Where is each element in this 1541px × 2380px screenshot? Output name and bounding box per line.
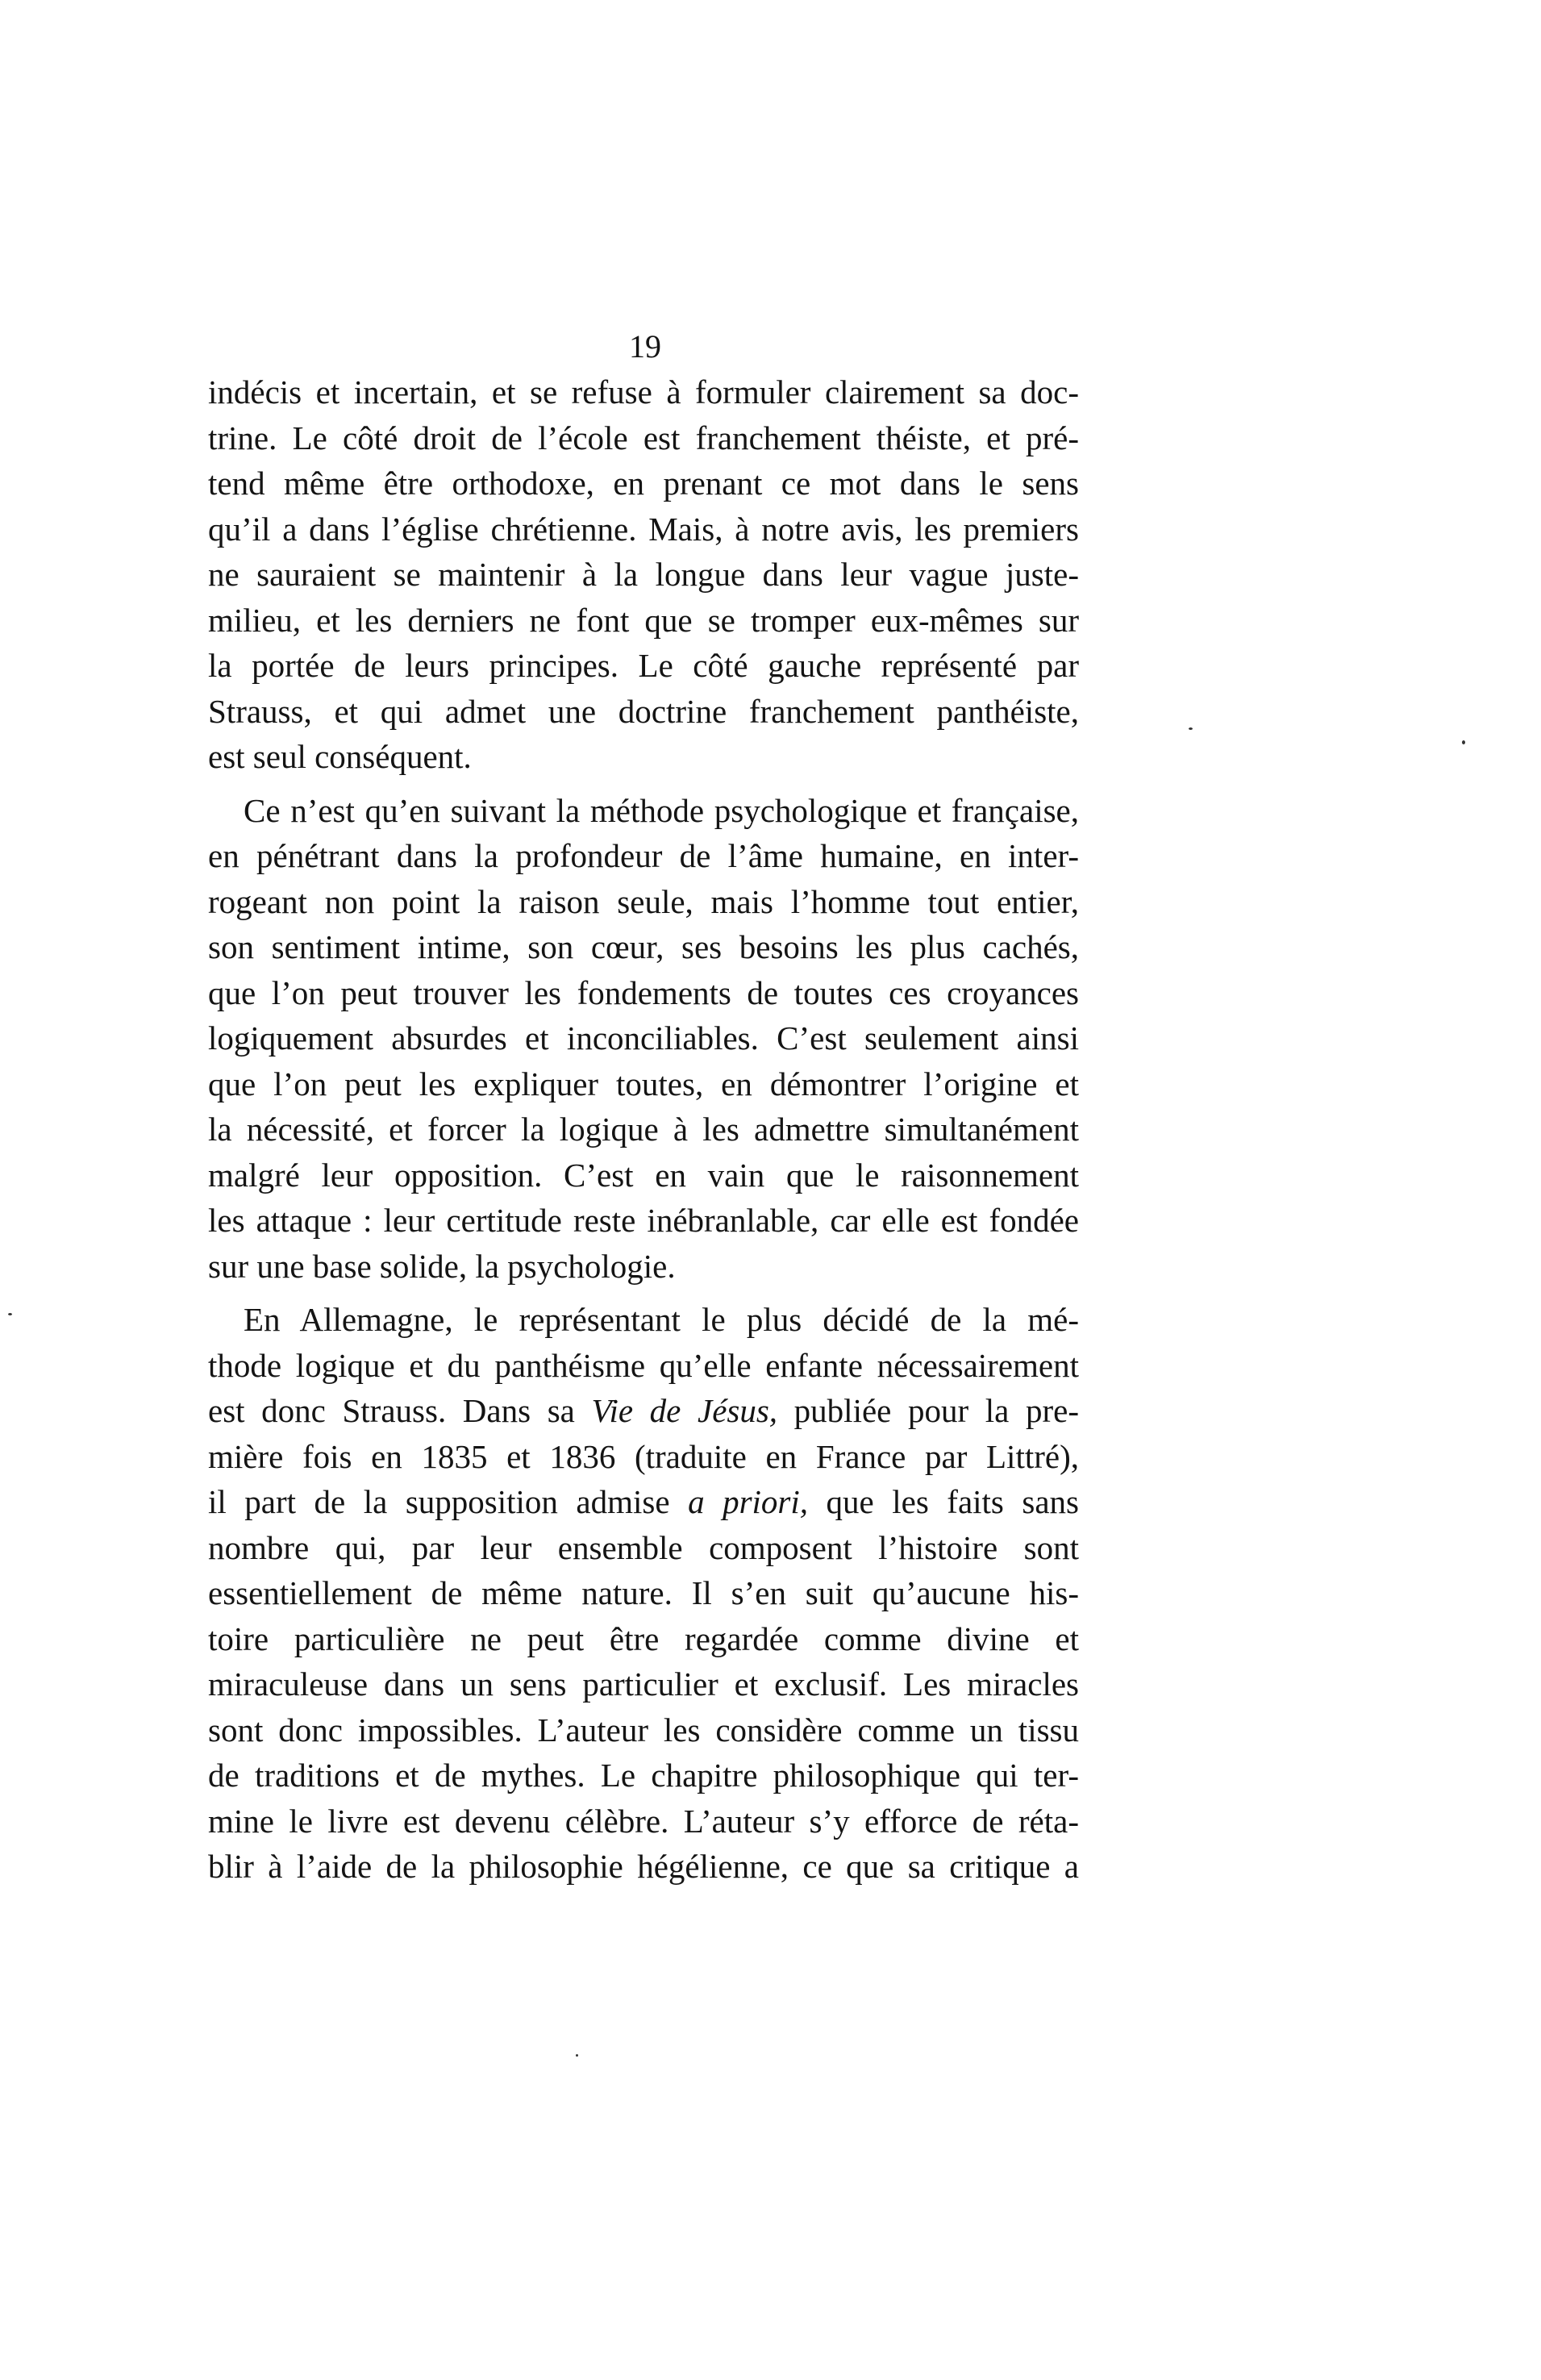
text-line: sur une base solide, la psychologie. bbox=[208, 1247, 676, 1285]
text-line: miraculeuse dans un sens particulier et exclusif. Les miracles bbox=[208, 1665, 1079, 1703]
text-line: tend même être orthodoxe, en prenant ce mot dans le sens bbox=[208, 465, 1079, 502]
text-line: blir à l’aide de la philosophie hégélienne, ce que sa critique a bbox=[208, 1848, 1079, 1885]
text-line: malgré leur opposition. C’est en vain que le raisonnement bbox=[208, 1156, 1079, 1194]
text-line: toire particulière ne peut être regardée comme divine et bbox=[208, 1619, 1079, 1657]
text-line: milieu, et les derniers ne font que se tromper eux-mêmes sur bbox=[208, 601, 1079, 639]
text-line: thode logique et du panthéisme qu’elle enfante nécessairement bbox=[208, 1346, 1079, 1384]
text-line: nombre qui, par leur ensemble composent l’histoire sont bbox=[208, 1528, 1079, 1566]
scan-speck bbox=[576, 2054, 578, 2057]
text-line: la nécessité, et forcer la logique à les admettre simultanément bbox=[208, 1111, 1079, 1148]
paragraph-1 bbox=[208, 369, 1079, 780]
scan-speck bbox=[1189, 727, 1193, 730]
text-line: indécis et incertain, et se refuse à formuler clairement sa doc- bbox=[208, 373, 1079, 411]
text-line: de traditions et de mythes. Le chapitre philosophique qui ter- bbox=[208, 1757, 1079, 1794]
text-line: mière fois en 1835 et 1836 (traduite en France par Littré), bbox=[208, 1437, 1079, 1475]
scan-speck bbox=[1462, 740, 1465, 744]
text-line: essentiellement de même nature. Il s’en suit qu’aucune his- bbox=[208, 1574, 1079, 1611]
text-line: que l’on peut trouver les fondements de toutes ces croyances bbox=[208, 973, 1079, 1011]
text-line: En Allemagne, le représentant le plus décidé de la mé- bbox=[244, 1301, 1079, 1338]
text-run: est donc Strauss. Dans sa bbox=[208, 1392, 592, 1429]
text-line: est seul conséquent. bbox=[208, 738, 472, 775]
text-line: Strauss, et qui admet une doctrine franchement panthéiste, bbox=[208, 692, 1079, 730]
page-number: 19 bbox=[629, 328, 661, 365]
body-text bbox=[208, 369, 1079, 1890]
text-line: que l’on peut les expliquer toutes, en démontrer l’origine et bbox=[208, 1065, 1079, 1102]
text-run: que les faits sans bbox=[808, 1483, 1079, 1520]
text-line: la portée de leurs principes. Le côté gauche représenté par bbox=[208, 647, 1079, 684]
text-run: il part de la supposition admise bbox=[208, 1483, 689, 1520]
text-line: sont donc impossibles. L’auteur les considère comme un tissu bbox=[208, 1711, 1079, 1749]
text-line: mine le livre est devenu célèbre. L’auteur s’y efforce de réta- bbox=[208, 1802, 1079, 1840]
text-line bbox=[208, 1388, 1079, 1434]
text-line: les attaque : leur certitude reste inébranlable, car elle est fondée bbox=[208, 1202, 1079, 1239]
italic-title: Vie de Jésus, bbox=[591, 1392, 778, 1429]
paragraph-2 bbox=[208, 788, 1079, 1290]
scan-speck bbox=[8, 1313, 12, 1315]
text-line: Ce n’est qu’en suivant la méthode psychologique et française, bbox=[244, 791, 1079, 829]
italic-phrase: a priori, bbox=[688, 1483, 809, 1520]
text-run: publiée pour la pre- bbox=[777, 1392, 1079, 1429]
paragraph-3 bbox=[208, 1297, 1079, 1890]
text-line bbox=[208, 1479, 1079, 1525]
text-line: trine. Le côté droit de l’école est franchement théiste, et pré- bbox=[208, 419, 1079, 456]
text-line: rogeant non point la raison seule, mais l’homme tout entier, bbox=[208, 882, 1079, 920]
text-line: logiquement absurdes et inconciliables. C’est seulement ainsi bbox=[208, 1019, 1079, 1057]
text-line: qu’il a dans l’église chrétienne. Mais, à notre avis, les premiers bbox=[208, 510, 1079, 548]
text-line: son sentiment intime, son cœur, ses besoins les plus cachés, bbox=[208, 928, 1079, 965]
text-line: en pénétrant dans la profondeur de l’âme humaine, en inter- bbox=[208, 837, 1079, 874]
text-line: ne sauraient se maintenir à la longue dans leur vague juste- bbox=[208, 556, 1079, 593]
